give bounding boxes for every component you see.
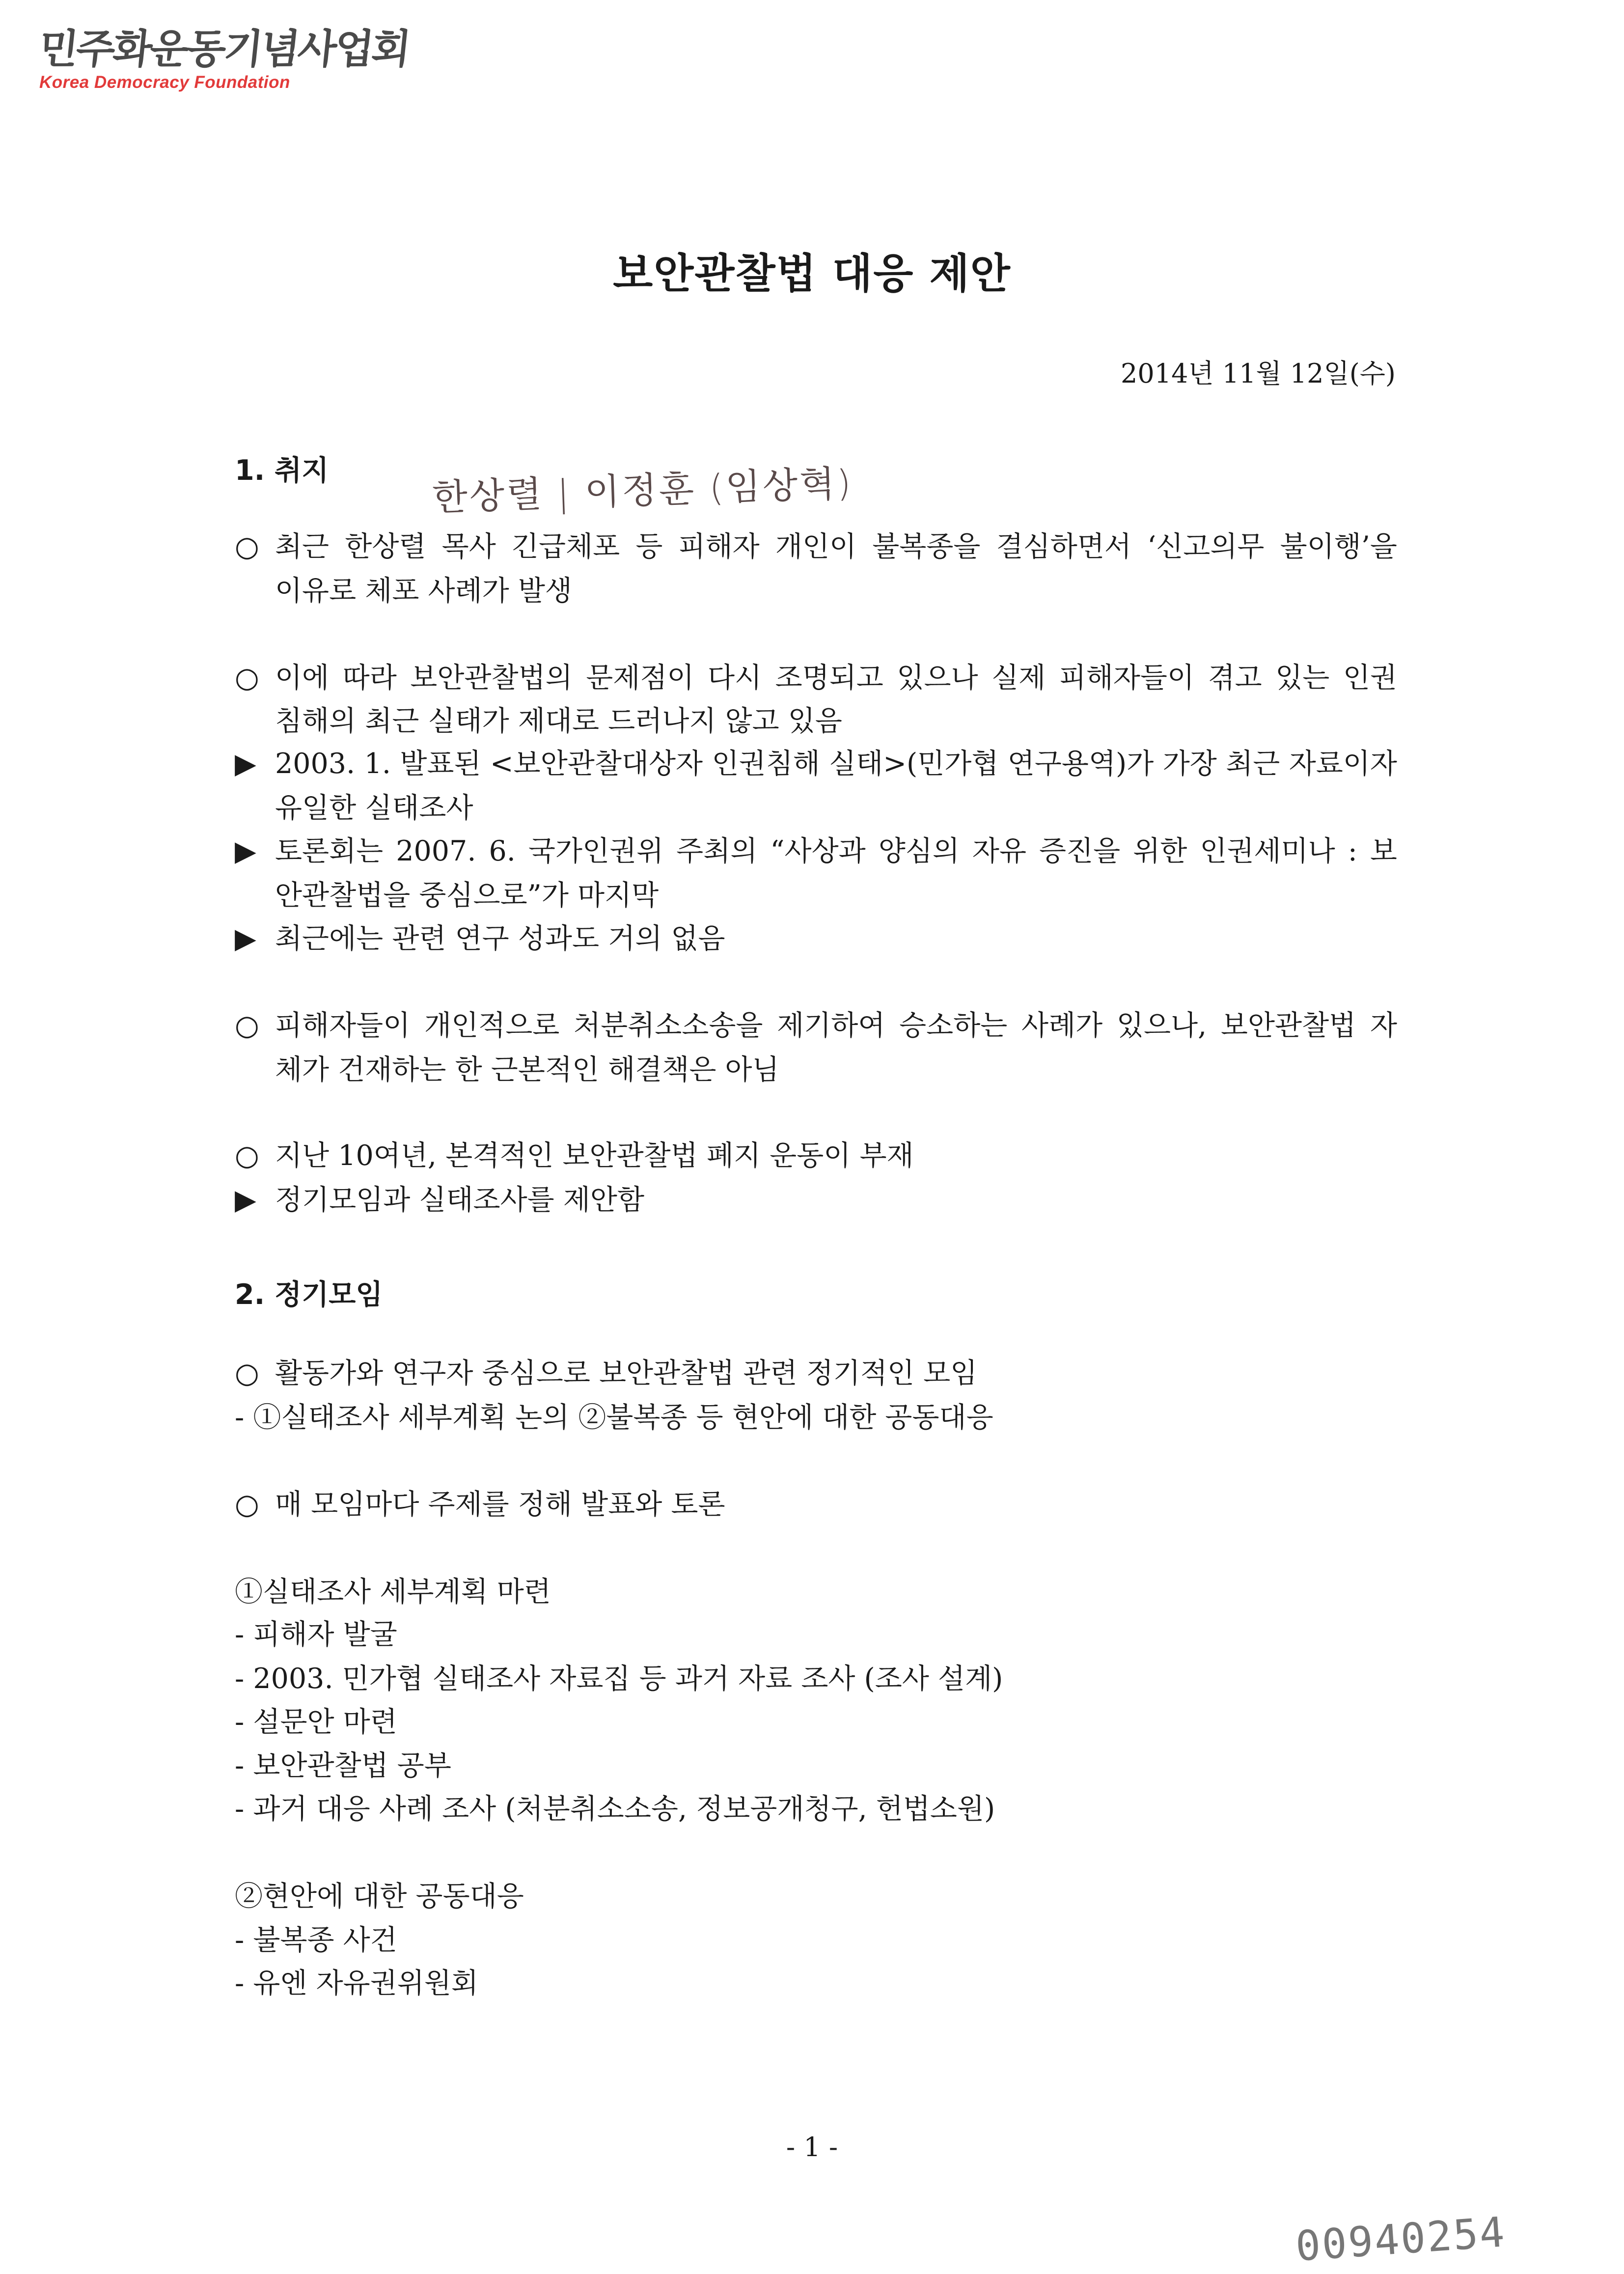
s1-p8-line1: ▶ 정기모임과 실태조사를 제안함 (235, 1184, 645, 1216)
foundation-logo (37, 26, 412, 92)
section2-heading: 2. 정기모임 (235, 1278, 383, 1311)
document-title: 보안관찰법 대응 제안 (613, 250, 1011, 298)
list1-heading: ①실태조사 세부계획 마련 (235, 1576, 551, 1608)
s1-p1-line1: ○ 최근 한상렬 목사 긴급체포 등 피해자 개인이 불복종을 결심하면서 ‘신고의무 불이행’을 (235, 530, 1397, 563)
list2-item: - 유엔 자유권위원회 (235, 1967, 478, 1999)
logo-korean-text: 민주화운동기념사업회 (37, 26, 412, 73)
s1-p3-line1: ▶ 2003. 1. 발표된 <보안관찰대상자 인권침해 실태>(민가협 연구용역)가 가장 최근 자료이자 (235, 748, 1397, 780)
list1-item: - 설문안 마련 (235, 1706, 397, 1738)
circle-bullet-icon: ○ (235, 662, 259, 694)
list1-item: - 보안관찰법 공부 (235, 1749, 451, 1782)
archive-stamp-number: 00940254 (1294, 2208, 1508, 2271)
s1-p1-line2: 이유로 체포 사례가 발생 (275, 575, 572, 607)
page-number: - 1 - (786, 2132, 838, 2163)
triangle-bullet-icon: ▶ (235, 1184, 256, 1216)
handwritten-annotation: 한상렬 | 이정훈 (임상혁) (431, 462, 854, 519)
s2-p2-line1: ○ 매 모임마다 주제를 정해 발표와 토론 (235, 1488, 725, 1521)
list2-heading: ②현안에 대한 공동대응 (235, 1880, 524, 1913)
triangle-bullet-icon: ▶ (235, 922, 256, 955)
s1-p7-line1: ○ 지난 10여년, 본격적인 보안관찰법 폐지 운동이 부재 (235, 1139, 914, 1172)
circle-bullet-icon: ○ (235, 1357, 259, 1389)
s1-p6-line2: 체가 건재하는 한 근본적인 해결책은 아님 (275, 1054, 779, 1086)
circle-bullet-icon: ○ (235, 1009, 259, 1042)
list1-item: - 2003. 민가협 실태조사 자료집 등 과거 자료 조사 (조사 설계) (235, 1663, 1003, 1695)
triangle-bullet-icon: ▶ (235, 748, 256, 780)
logo-english-text: Korea Democracy Foundation (39, 73, 290, 92)
section1-heading: 1. 취지 (235, 454, 329, 487)
s1-p5-line1: ▶ 최근에는 관련 연구 성과도 거의 없음 (235, 922, 725, 955)
list1-item: - 과거 대응 사례 조사 (처분취소소송, 정보공개청구, 헌법소원) (235, 1793, 995, 1825)
s1-p4-line2: 안관찰법을 중심으로”가 마지막 (275, 879, 659, 912)
s1-p6-line1: ○ 피해자들이 개인적으로 처분취소소송을 제기하여 승소하는 사례가 있으나, 보안관찰법 자 (235, 1009, 1397, 1042)
s1-p2-line2: 침해의 최근 실태가 제대로 드러나지 않고 있음 (275, 705, 842, 737)
s1-p3-line2: 유일한 실태조사 (275, 792, 473, 824)
s2-p1-line1: ○ 활동가와 연구자 중심으로 보안관찰법 관련 정기적인 모임 (235, 1357, 978, 1389)
s1-p2-line1: ○ 이에 따라 보안관찰법의 문제점이 다시 조명되고 있으나 실제 피해자들이 겪고 있는 인권 (235, 662, 1397, 694)
circle-bullet-icon: ○ (235, 530, 259, 563)
document-date: 2014년 11월 12일(수) (1121, 358, 1396, 389)
s1-p4-line1: ▶ 토론회는 2007. 6. 국가인권위 주최의 “사상과 양심의 자유 증진을 위한 인권세미나 : 보 (235, 835, 1397, 867)
list2-item: - 불복종 사건 (235, 1924, 397, 1956)
list1-item: - 피해자 발굴 (235, 1618, 397, 1651)
circle-bullet-icon: ○ (235, 1488, 259, 1521)
triangle-bullet-icon: ▶ (235, 835, 256, 867)
circle-bullet-icon: ○ (235, 1139, 259, 1172)
s2-p1-sub: - ①실태조사 세부계획 논의 ②불복종 등 현안에 대한 공동대응 (235, 1401, 993, 1434)
